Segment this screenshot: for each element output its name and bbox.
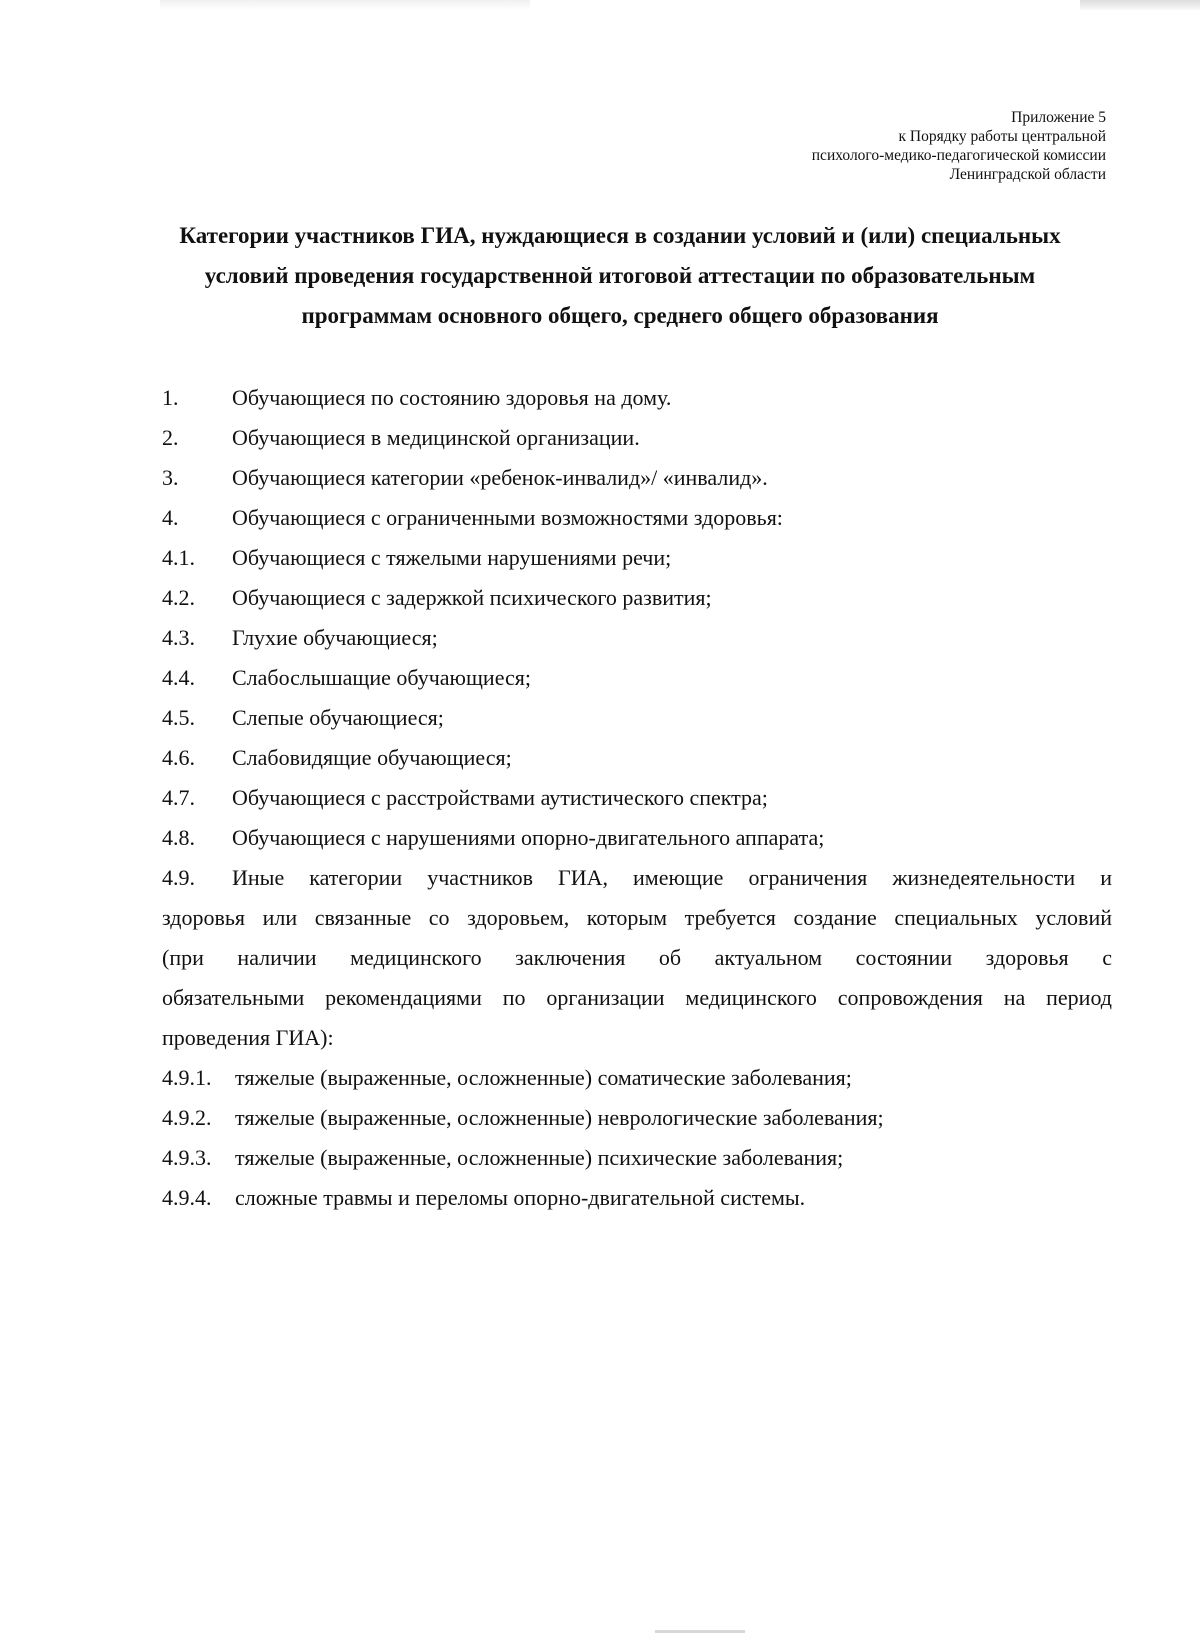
list-item: [162, 658, 1112, 698]
list-item: [162, 498, 1112, 538]
annex-line: к Порядку работы центральной: [898, 128, 1106, 145]
title-line: Категории участников ГИА, нуждающиеся в создании условий и (или) специальных: [179, 223, 1061, 248]
item-text: тяжелые (выраженные, осложненные) психические заболевания;: [235, 1145, 844, 1170]
list-subitem: [162, 1138, 1112, 1178]
item-number: 4.1.: [162, 545, 195, 570]
item-text: Обучающиеся с нарушениями опорно-двигательного аппарата;: [232, 825, 825, 850]
item-text: сложные травмы и переломы опорно-двигательной системы.: [235, 1185, 806, 1210]
paragraph-line: проведения ГИА):: [162, 1025, 334, 1050]
annex-line: психолого-медико-педагогической комиссии: [811, 147, 1106, 164]
item-text: Обучающиеся с задержкой психического развития;: [232, 585, 712, 610]
item-number: 4.: [162, 505, 179, 530]
annex-line: Приложение 5: [1011, 109, 1106, 126]
list-item: [162, 538, 1112, 578]
item-number: 2.: [162, 425, 179, 450]
list-subitem: [162, 1178, 1112, 1218]
paragraph-line: обязательными рекомендациями по организации медицинского сопровождения на период: [162, 985, 1112, 1010]
title-line: программам основного общего, среднего общего образования: [301, 303, 939, 328]
item-number: 4.8.: [162, 825, 195, 850]
item-text: тяжелые (выраженные, осложненные) неврологические заболевания;: [235, 1105, 884, 1130]
item-number: 4.5.: [162, 705, 195, 730]
document-title: [150, 216, 1090, 336]
item-number: 4.2.: [162, 585, 195, 610]
item-number: 1.: [162, 385, 179, 410]
list-subitem: [162, 1098, 1112, 1138]
annex-header: [812, 108, 1106, 184]
item-number: 4.9.3.: [162, 1145, 212, 1170]
item-number: 4.9.1.: [162, 1065, 212, 1090]
list-item: [162, 618, 1112, 658]
paragraph-line: [162, 858, 1112, 898]
item-number: 4.7.: [162, 785, 195, 810]
item-text: Слепые обучающиеся;: [232, 705, 444, 730]
list-item: [162, 778, 1112, 818]
item-text: Слабовидящие обучающиеся;: [232, 745, 512, 770]
item-text: Обучающиеся с тяжелыми нарушениями речи;: [232, 545, 672, 570]
list-item: [162, 378, 1112, 418]
item-text: Иные категории участников ГИА, имеющие ограничения жизнедеятельности и: [232, 865, 1112, 890]
category-list: [162, 378, 1112, 1218]
item-number: 4.9.2.: [162, 1105, 212, 1130]
paragraph-line: (при наличии медицинского заключения об актуальном состоянии здоровья с: [162, 945, 1112, 970]
item-text: Обучающиеся категории «ребенок-инвалид»/ «инвалид».: [232, 465, 768, 490]
item-text: Обучающиеся с ограниченными возможностями здоровья:: [232, 505, 783, 530]
item-text: Обучающиеся по состоянию здоровья на дому.: [232, 385, 672, 410]
list-item: [162, 818, 1112, 858]
list-item: [162, 698, 1112, 738]
list-subitem: [162, 1058, 1112, 1098]
list-item: [162, 458, 1112, 498]
list-item: [162, 418, 1112, 458]
item-text: Глухие обучающиеся;: [232, 625, 438, 650]
item-number: 4.4.: [162, 665, 195, 690]
list-item-4-9: [162, 858, 1112, 1058]
item-number: 4.9.: [162, 865, 195, 890]
paragraph-line: здоровья или связанные со здоровьем, которым требуется создание специальных условий: [162, 905, 1112, 930]
item-number: 3.: [162, 465, 179, 490]
title-line: условий проведения государственной итоговой аттестации по образовательным: [204, 263, 1036, 288]
annex-line: Ленинградской области: [949, 166, 1106, 183]
item-text: Слабослышащие обучающиеся;: [232, 665, 532, 690]
item-text: тяжелые (выраженные, осложненные) соматические заболевания;: [235, 1065, 852, 1090]
item-number: 4.3.: [162, 625, 195, 650]
list-item: [162, 738, 1112, 778]
item-text: Обучающиеся с расстройствами аутистического спектра;: [232, 785, 768, 810]
item-number: 4.9.4.: [162, 1185, 212, 1210]
item-text: Обучающиеся в медицинской организации.: [232, 425, 640, 450]
item-number: 4.6.: [162, 745, 195, 770]
list-item: [162, 578, 1112, 618]
